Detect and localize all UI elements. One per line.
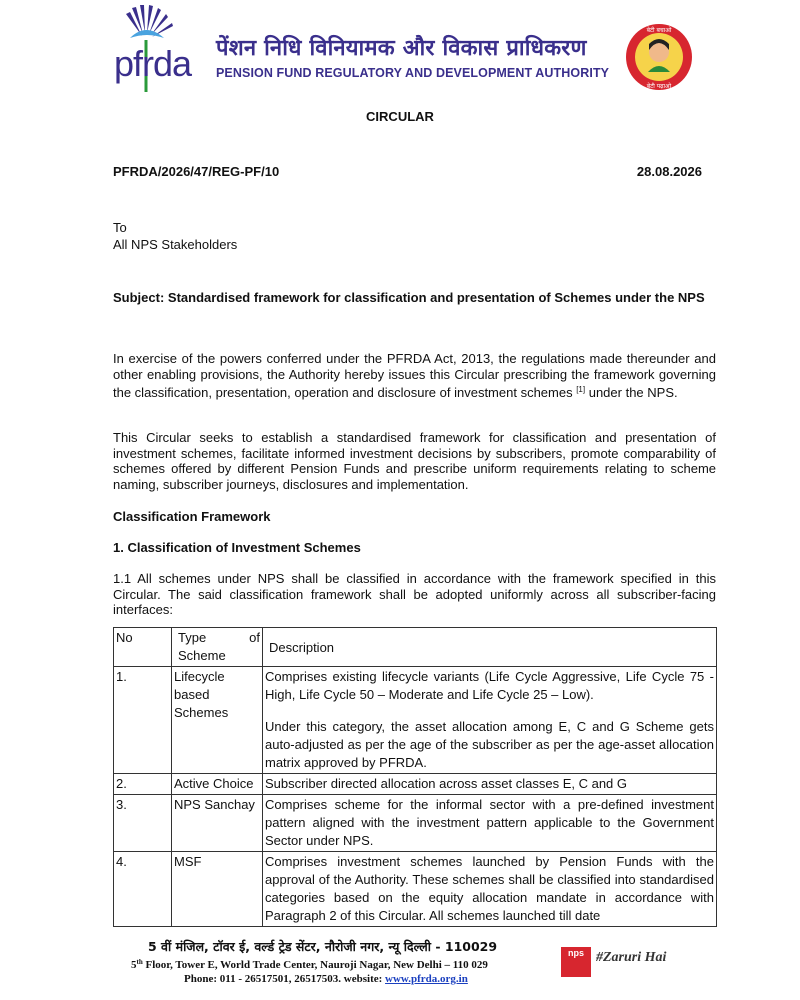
- row-description-text-2: Under this category, the asset allocation among E, C and G Scheme gets auto-adjusted as per the age of the subscriber as per the age-asset allocation matrix approved by PFRDA.: [265, 719, 714, 770]
- row-description: [263, 667, 717, 774]
- row-type: NPS Sanchay: [172, 795, 263, 852]
- circular-date: 28.08.2026: [636, 164, 702, 179]
- header-type-word: Type: [178, 630, 207, 645]
- footer-address-floor: 5: [131, 959, 137, 971]
- header-description-text: Description: [269, 640, 335, 655]
- row-no: 1.: [114, 667, 172, 774]
- beti-bachao-emblem: [624, 22, 694, 92]
- footer-address-rest: Floor, Tower E, World Trade Center, Nauroji Nagar, New Delhi – 110 029: [142, 959, 488, 971]
- subsection-heading: 1. Classification of Investment Schemes: [113, 540, 361, 555]
- row-no: 2.: [114, 774, 172, 795]
- row-description-text: Comprises existing lifecycle variants (Life Cycle Aggressive, Life Cycle 75 - High, Life Cycle 50 – Moderate and Life Cycle 25 – Low).: [265, 669, 714, 702]
- table-row: [114, 774, 717, 795]
- row-description: Comprises scheme for the informal sector with a pre-defined investment pattern aligned with the investment pattern applicable to the Government Sector under NPS.: [263, 795, 717, 852]
- paragraph-1-1: 1.1 All schemes under NPS shall be classified in accordance with the framework specified in this Circular. The said classification framework shall be adopted uniformly across all subscriber-facing interfaces:: [113, 571, 716, 618]
- document-title: CIRCULAR: [366, 109, 434, 124]
- emblem-bottom-text: बेटी पढ़ाओ: [646, 83, 672, 90]
- org-english-title: PENSION FUND REGULATORY AND DEVELOPMENT AUTHORITY: [216, 66, 610, 80]
- header-type: [172, 628, 263, 667]
- to-label: To: [113, 220, 127, 235]
- nps-logo-text: nps: [567, 948, 584, 958]
- paragraph-objective: This Circular seeks to establish a standardised framework for classification and presentation of investment schemes, facilitate informed investment decisions by subscribers, promote comparability of schemes offered by different Pension Funds and prescribe uniform requirements relating to scheme naming, subscriber journeys, disclosures and implementation.: [113, 430, 716, 492]
- pfrda-logo: [112, 4, 212, 94]
- subject-line: Subject: Standardised framework for classification and presentation of Schemes under the NPS: [113, 290, 705, 305]
- footer-address-sup: th: [136, 958, 143, 966]
- org-hindi-title: पेंशन निधि विनियामक और विकास प्राधिकरण: [216, 36, 587, 61]
- header-description: [263, 628, 717, 667]
- footer-phone: Phone: 011 - 26517501, 26517503. website:: [184, 973, 386, 985]
- zaruri-hai-tagline: #Zaruri Hai: [596, 950, 667, 965]
- nps-logo: [561, 947, 591, 977]
- row-description: Comprises investment schemes launched by Pension Funds with the approval of the Authority. These schemes shall be classified into standardised categories based on the equity allocation mandate in accordance with Paragraph 2 of this Circular. All schemes launched till date: [263, 852, 717, 927]
- website-link[interactable]: www.pfrda.org.in: [385, 973, 468, 985]
- row-no: 3.: [114, 795, 172, 852]
- logo-text: pfrda: [114, 43, 192, 84]
- footer-hindi-address: 5 वीं मंजिल, टॉवर ई, वर्ल्ड ट्रेड सेंटर, नौरोजी नगर, न्यू दिल्ली - 110029: [148, 939, 498, 954]
- row-no: 4.: [114, 852, 172, 927]
- header-of-word: of: [249, 630, 260, 645]
- row-type: Lifecycle based Schemes: [172, 667, 263, 774]
- header-no: No: [114, 628, 172, 667]
- classification-table: [113, 627, 717, 927]
- row-description: Subscriber directed allocation across asset classes E, C and G: [263, 774, 717, 795]
- paragraph-intro: [113, 351, 716, 401]
- table-header-row: [114, 628, 717, 667]
- section-heading: Classification Framework: [113, 509, 271, 524]
- footnote-ref[interactable]: [1]: [576, 385, 586, 395]
- paragraph-intro-end: under the NPS.: [585, 385, 678, 401]
- addressee: All NPS Stakeholders: [113, 237, 238, 252]
- reference-number: PFRDA/2026/47/REG-PF/10: [113, 164, 280, 179]
- row-type: MSF: [172, 852, 263, 927]
- header-scheme-word: Scheme: [178, 648, 226, 663]
- table-row: [114, 852, 717, 927]
- table-row: [114, 795, 717, 852]
- emblem-top-text: बेटी बचाओ: [646, 27, 672, 34]
- table-row: [114, 667, 717, 774]
- paragraph-intro-text: In exercise of the powers conferred under the PFRDA Act, 2013, the regulations made thereunder and other enabling provisions, the Authority hereby issues this Circular prescribing the framework governing the classification, presentation, operation and disclosure of investment schemes: [113, 351, 716, 401]
- row-type: Active Choice: [172, 774, 263, 795]
- footer-contact: [184, 973, 468, 985]
- footer-address: [131, 958, 488, 971]
